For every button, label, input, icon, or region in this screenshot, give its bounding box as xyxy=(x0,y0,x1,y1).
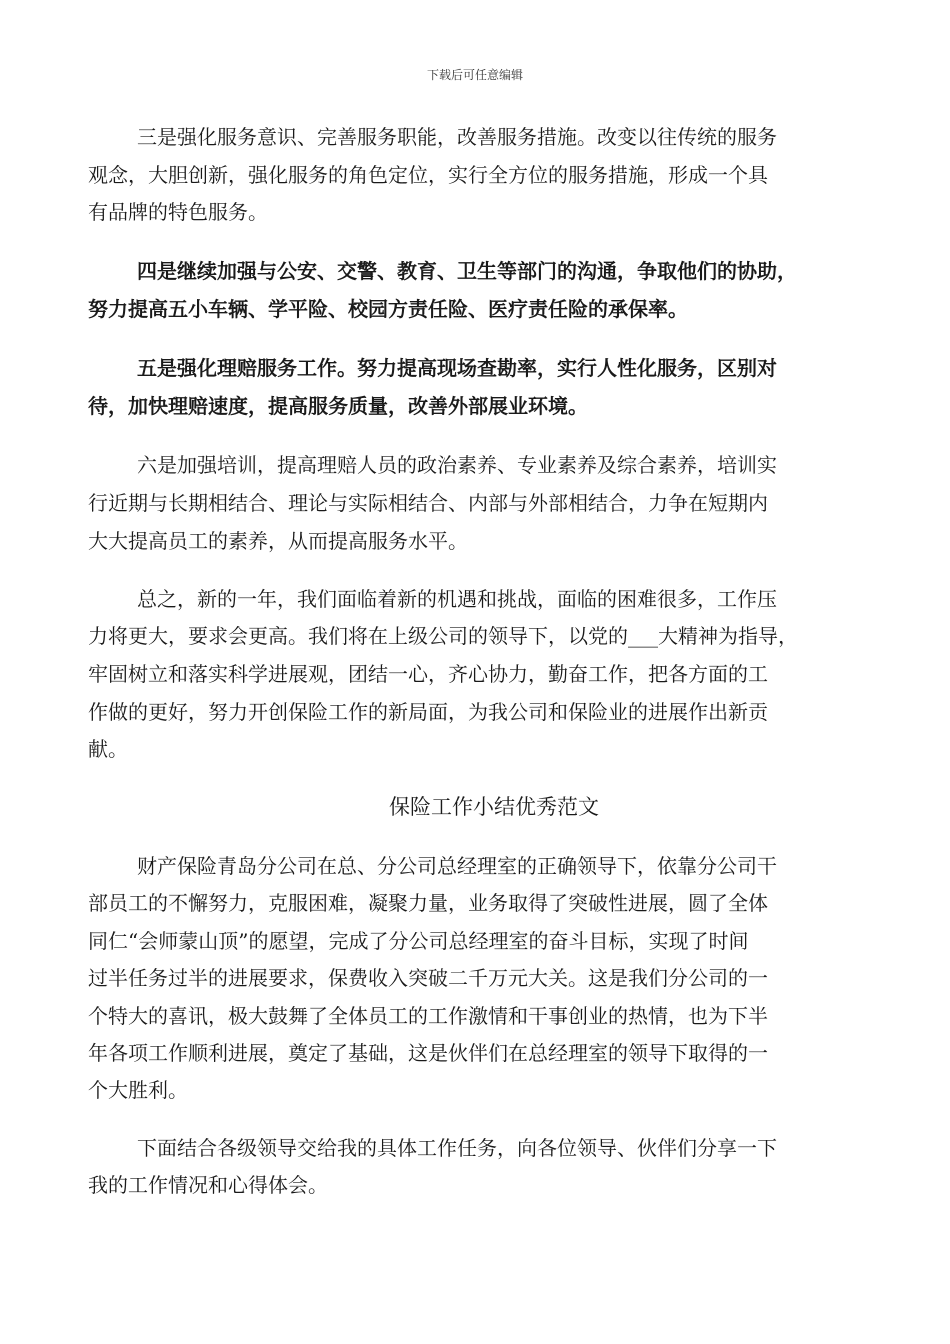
paragraph-line: 同仁“会师蒙山顶”的愿望，完成了分公司总经理室的奋斗目标，实现了时间 xyxy=(88,929,749,953)
paragraph-line: 三是强化服务意识、完善服务职能，改善服务措施。改变以往传统的服务 xyxy=(137,125,777,149)
paragraph-line: 行近期与长期相结合、理论与实际相结合、内部与外部相结合，力争在短期内 xyxy=(88,491,768,515)
section-title: 保险工作小结优秀范文 xyxy=(389,795,599,819)
paragraph-line: 五是强化理赔服务工作。努力提高现场查勘率，实行人性化服务，区别对 xyxy=(137,356,777,380)
paragraph-line: 努力提高五小车辆、学平险、校园方责任险、医疗责任险的承保率。 xyxy=(88,297,688,321)
paragraph-line: 部员工的不懈努力，克服困难，凝聚力量，业务取得了突破性进展，圆了全体 xyxy=(88,891,768,915)
paragraph-line: 有品牌的特色服务。 xyxy=(88,200,268,224)
paragraph-line: 财产保险青岛分公司在总、分公司总经理室的正确领导下，依靠分公司干 xyxy=(137,854,777,878)
paragraph-line: 过半任务过半的进展要求，保费收入突破二千万元大关。这是我们分公司的一 xyxy=(88,966,768,990)
paragraph-line: 我的工作情况和心得体会。 xyxy=(88,1173,328,1197)
paragraph-line: 总之，新的一年，我们面临着新的机遇和挑战，面临的困难很多，工作压 xyxy=(137,587,777,611)
paragraph-line: 作做的更好，努力开创保险工作的新局面，为我公司和保险业的进展作出新贡 xyxy=(88,700,768,724)
paragraph-line: 观念，大胆创新，强化服务的角色定位，实行全方位的服务措施，形成一个具 xyxy=(88,163,768,187)
paragraph-line: 六是加强培训，提高理赔人员的政治素养、专业素养及综合素养，培训实 xyxy=(137,453,777,477)
paragraph-line: 大大提高员工的素养，从而提高服务水平。 xyxy=(88,529,468,553)
paragraph-line: 牢固树立和落实科学进展观，团结一心，齐心协力，勤奋工作，把各方面的工 xyxy=(88,662,768,686)
paragraph-line: 献。 xyxy=(88,737,128,761)
paragraph-line: 力将更大，要求会更高。我们将在上级公司的领导下，以党的___大精神为指导， xyxy=(88,624,798,648)
paragraph-line: 四是继续加强与公安、交警、教育、卫生等部门的沟通，争取他们的协助， xyxy=(137,259,797,283)
paragraph-line: 下面结合各级领导交给我的具体工作任务，向各位领导、伙伴们分享一下 xyxy=(137,1136,777,1160)
paragraph-line: 待，加快理赔速度，提高服务质量，改善外部展业环境。 xyxy=(88,394,588,418)
paragraph-line: 个大胜利。 xyxy=(88,1078,188,1102)
paragraph-line: 个特大的喜讯，极大鼓舞了全体员工的工作激情和干事创业的热情，也为下半 xyxy=(88,1004,768,1028)
paragraph-line: 年各项工作顺利进展，奠定了基础，这是伙伴们在总经理室的领导下取得的一 xyxy=(88,1041,768,1065)
page-header: 下载后可任意编辑 xyxy=(426,68,523,82)
